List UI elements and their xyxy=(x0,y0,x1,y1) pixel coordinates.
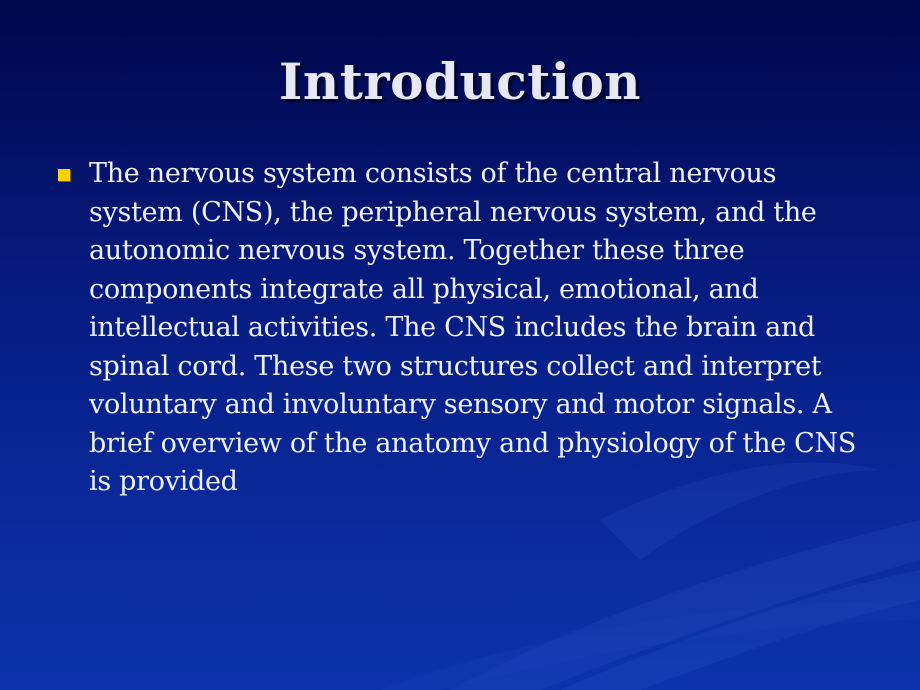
bullet-text: The nervous system consists of the central nervous system (CNS), the peripheral nervous system, and the autonomic nervous system. Together these three components integrate all physical, emotional, and intellectual activities. The CNS includes the brain and spinal cord. These two structures collect and interpret voluntary and involuntary sensory and motor signals. A brief overview of the anatomy and physiology of the CNS is provided xyxy=(89,158,857,497)
bullet-list xyxy=(58,155,868,502)
square-bullet-icon xyxy=(58,169,70,181)
bullet-item xyxy=(58,155,868,502)
slide-title: Introduction xyxy=(278,52,642,111)
